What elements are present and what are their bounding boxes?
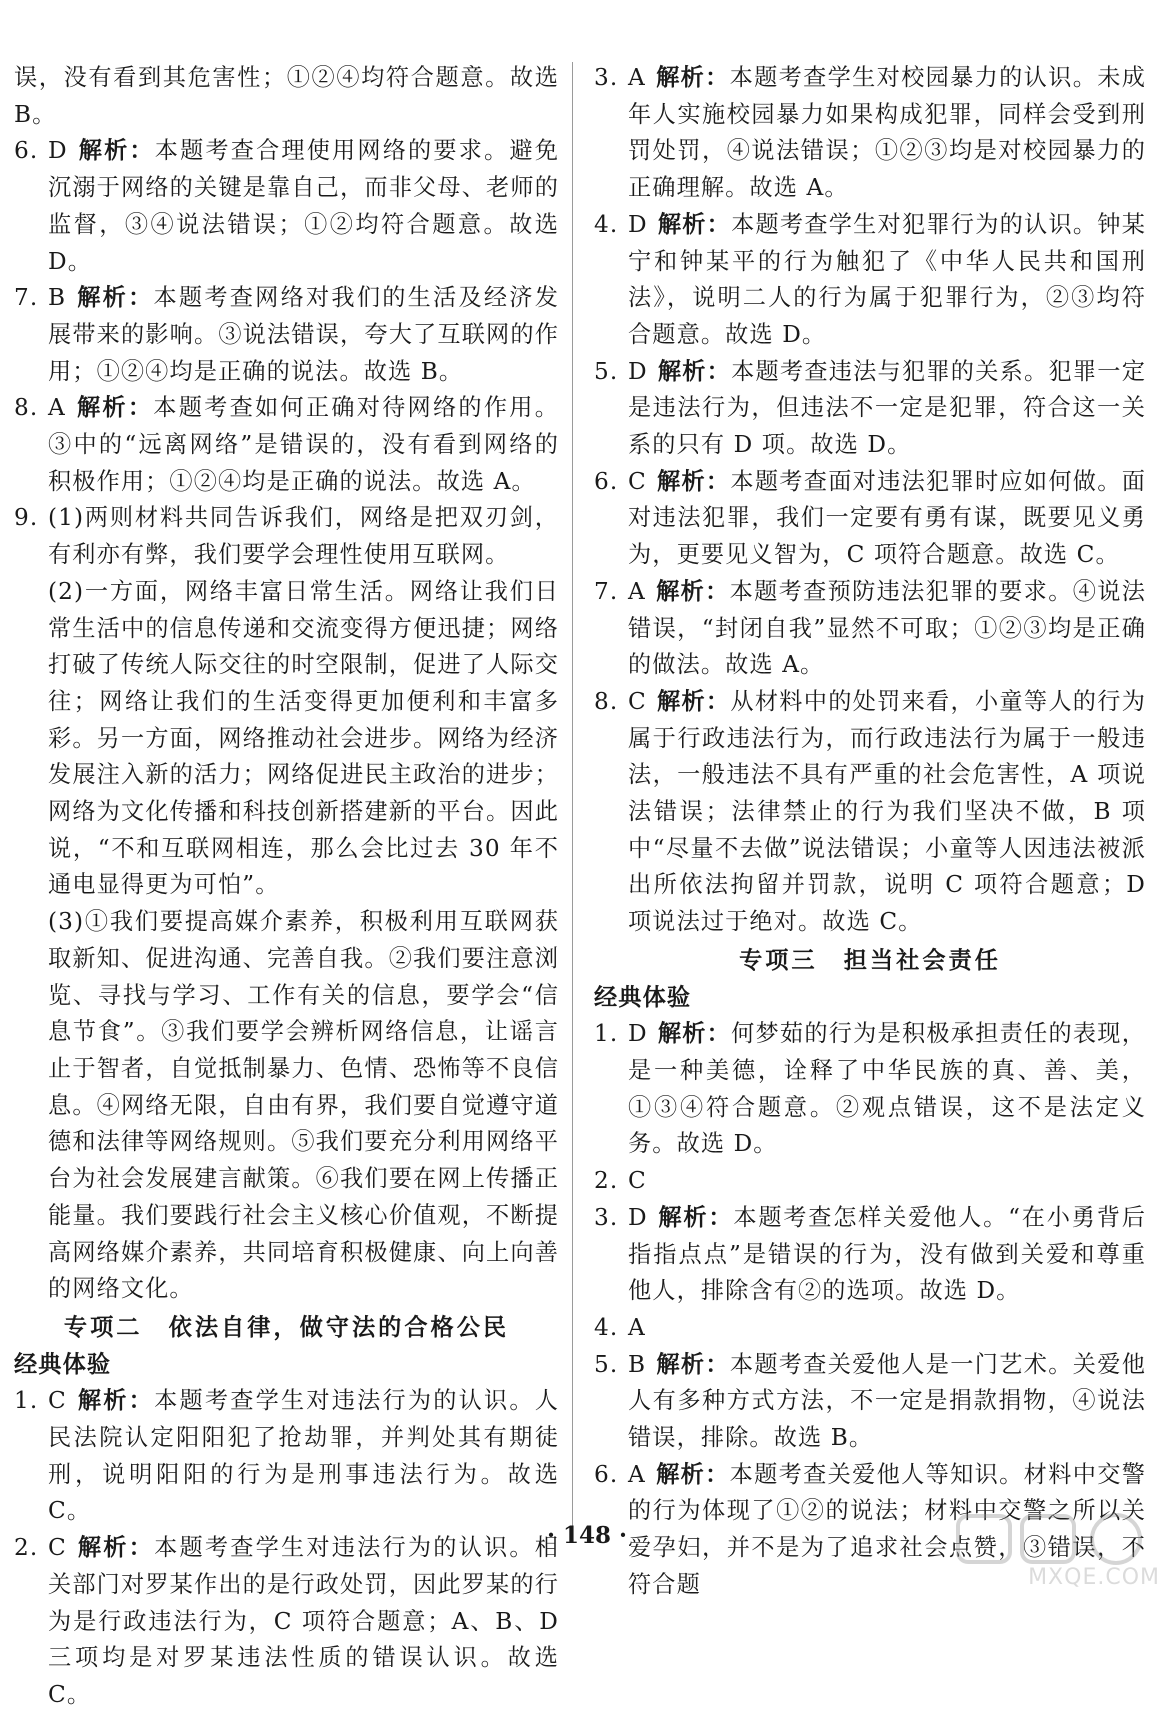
answer-letter: C	[48, 1534, 67, 1562]
answer-letter: D	[628, 1203, 648, 1231]
analysis-text: 本题考查学生对校园暴力的认识。未成年人实施校园暴力如果构成犯罪，同样会受到刑罚处罚，④说法错误；①②③均是对校园暴力的正确理解。故选 A。	[628, 64, 1146, 202]
analysis-text: 本题考查学生对犯罪行为的认识。钟某宁和钟某平的行为触犯了《中华人民共和国刑法》，说明二人的行为属于犯罪行为，②③均符合题意。故选 D。	[628, 210, 1146, 348]
right-answer-list	[594, 60, 1146, 941]
analysis-label: 解析：	[657, 1203, 734, 1231]
analysis-label: 解析：	[76, 284, 154, 312]
answer-item	[594, 1310, 1146, 1347]
left-answer-list	[14, 133, 559, 500]
answer-item	[594, 1016, 1146, 1163]
answer-item	[594, 207, 1146, 354]
analysis-label: 解析：	[657, 210, 732, 238]
analysis-text: 本题考查学生对违法行为的认识。人民法院认定阳阳犯了抢劫罪，并判处其有期徒刑，说明阳阳的行为是刑事违法行为。故选 C。	[48, 1387, 559, 1525]
analysis-text: 本题考查学生对违法行为的认识。相关部门对罗某作出的是行政处罚，因此罗某的行为是行政违法行为，C 项符合题意；A、B、D 三项均是对罗某违法性质的错误认识。故选 C。	[48, 1534, 559, 1708]
item-number: 5.	[594, 1350, 619, 1378]
item-number: 7.	[14, 284, 39, 312]
item-number: 6.	[14, 137, 39, 165]
answer-item	[594, 354, 1146, 464]
answer-item	[594, 574, 1146, 684]
item-number: 8.	[594, 687, 619, 715]
item-number: 6.	[594, 467, 619, 495]
answer-item	[14, 1383, 559, 1530]
analysis-label: 解析：	[656, 1350, 730, 1378]
analysis-label: 解析：	[76, 1387, 155, 1415]
analysis-text: 本题考查怎样关爱他人。“在小勇背后指指点点”是错误的行为，没有做到关爱和尊重他人，排除含有②的选项。故选 D。	[628, 1203, 1146, 1305]
item-number: 8.	[14, 394, 39, 422]
watermark-logo	[950, 1508, 1160, 1592]
q9-part-2: (2)一方面，网络丰富日常生活。网络让我们日常生活中的信息传递和交流变得方便迅捷；网络打破了传统人际交往的时空限制，促进了人际交往；网络让我们的生活变得更加便利和丰富多彩。另一方面，网络推动社会进步。网络为经济发展注入新的活力；网络促进民主政治的进步；网络为文化传播和科技创新搭建新的平台。因此说，“不和互联网相连，那么会比过去 30 年不通电显得更为可怕”。	[48, 577, 559, 899]
item-number: 1.	[14, 1387, 39, 1415]
analysis-text: 本题考查网络对我们的生活及经济发展带来的影响。③说法错误，夸大了互联网的作用；①②④均是正确的说法。故选 B。	[48, 284, 559, 385]
answer-letter: C	[628, 687, 647, 715]
answer-letter: D	[48, 137, 68, 165]
analysis-label: 解析：	[655, 577, 730, 605]
answer-letter: C	[48, 1387, 67, 1415]
continued-text: 误，没有看到其危害性；①②④均符合题意。故选 B。	[14, 64, 559, 128]
q9-part-3: (3)①我们要提高媒介素养，积极利用互联网获取新知、促进沟通、完善自我。②我们要注意浏览、寻找与学习、工作有关的信息，要学会“信息节食”。③我们要学会辨析网络信息，让谣言止于智者，自觉抵制暴力、色情、恐怖等不良信息。④网络无限，自由有界，我们要自觉遵守道德和法律等网络规则。⑤我们要充分利用网络平台为社会发展建言献策。⑥我们要在网上传播正能量。我们要践行社会主义核心价值观，不断提高网络媒介素养，共同培育积极健康、向上向善的网络文化。	[48, 908, 559, 1303]
answer-item	[14, 390, 559, 500]
answer-item-9	[14, 500, 559, 573]
analysis-label: 解析：	[656, 467, 731, 495]
analysis-label: 解析：	[657, 357, 732, 385]
item-number: 2.	[594, 1167, 619, 1195]
q9-part-1: (1)两则材料共同告诉我们，网络是把双刃剑，有利亦有弊，我们要学会理性使用互联网。	[48, 504, 559, 569]
analysis-text: 本题考查合理使用网络的要求。避免沉溺于网络的关键是靠自己，而非父母、老师的监督，③④说法错误；①②均符合题意。故选 D。	[48, 137, 559, 275]
answer-letter: B	[48, 284, 67, 312]
watermark-text: MXQE.COM	[1028, 1565, 1160, 1590]
answer-letter: A	[628, 1313, 646, 1341]
item-number: 6.	[594, 1460, 619, 1488]
analysis-label: 解析：	[655, 1460, 730, 1488]
analysis-label: 解析：	[656, 687, 731, 715]
item-number: 4.	[594, 1313, 619, 1341]
section-three-subtitle: 经典体验	[594, 983, 692, 1011]
answer-item	[594, 1347, 1146, 1457]
answer-item	[594, 60, 1146, 207]
analysis-label: 解析：	[76, 1534, 155, 1562]
analysis-text: 本题考查违法与犯罪的关系。犯罪一定是违法行为，但违法不一定是犯罪，符合这一关系的只有 D 项。故选 D。	[628, 357, 1146, 459]
answer-letter: D	[628, 210, 648, 238]
left-column	[14, 60, 559, 1714]
answer-letter: A	[48, 394, 66, 422]
item-number: 3.	[594, 64, 619, 91]
column-divider	[572, 62, 573, 1527]
watermark-seal-icon	[950, 1508, 1160, 1568]
analysis-text: 本题考查关爱他人等知识。材料中交警的行为体现了①②的说法；材料中交警之所以关爱孕妇，并不是为了追求社会点赞，③错误，不符合题	[628, 1460, 1146, 1598]
answer-item	[594, 464, 1146, 574]
answer-item	[594, 1163, 1146, 1200]
analysis-text: 本题考查预防违法犯罪的要求。④说法错误，“封闭自我”显然不可取；①②③均是正确的做法。故选 A。	[628, 577, 1146, 679]
analysis-label: 解析：	[655, 64, 730, 91]
answer-letter: A	[628, 1460, 646, 1488]
answer-item	[594, 684, 1146, 941]
answer-item	[14, 133, 559, 280]
answer-letter: C	[628, 1167, 647, 1195]
answer-item	[14, 280, 559, 390]
answer-item	[594, 1200, 1146, 1310]
analysis-text: 何梦茹的行为是积极承担责任的表现，是一种美德，诠释了中华民族的真、善、美，①③④符合题意。②观点错误，这不是法定义务。故选 D。	[628, 1020, 1146, 1158]
item-number: 1.	[594, 1020, 619, 1048]
section-two-subtitle: 经典体验	[14, 1350, 112, 1378]
answer-letter: A	[628, 577, 646, 605]
item-number: 9.	[14, 504, 39, 532]
analysis-text: 本题考查如何正确对待网络的作用。③中的“远离网络”是错误的，没有看到网络的积极作用；①②④均是正确的说法。故选 A。	[48, 394, 559, 495]
item-number: 7.	[594, 577, 619, 605]
answer-letter: C	[628, 467, 647, 495]
right-column	[594, 60, 1146, 1604]
analysis-label: 解析：	[77, 137, 155, 165]
item-number: 4.	[594, 210, 619, 238]
section-three-title: 专项三 担当社会责任	[739, 946, 1001, 974]
page-number: · 148 ·	[546, 1522, 628, 1549]
item-number: 3.	[594, 1203, 619, 1231]
analysis-label: 解析：	[75, 394, 154, 422]
analysis-label: 解析：	[657, 1020, 732, 1048]
item-number: 5.	[594, 357, 619, 385]
answer-item	[14, 1530, 559, 1714]
analysis-text: 从材料中的处罚来看，小童等人的行为属于行政违法行为，而行政违法行为属于一般违法，一般违法不具有严重的社会危害性，A 项说法错误；法律禁止的行为我们坚决不做，B 项中“尽量不去做”说法错误；小童等人因违法被派出所依法拘留并罚款，说明 C 项符合题意；D 项说法过于绝对。故选 C。	[628, 687, 1146, 936]
item-number: 2.	[14, 1534, 39, 1562]
analysis-text: 本题考查关爱他人是一门艺术。关爱他人有多种方式方法，不一定是捐款捐物，④说法错误，排除。故选 B。	[628, 1350, 1146, 1452]
answer-letter: D	[628, 1020, 648, 1048]
analysis-text: 本题考查面对违法犯罪时应如何做。面对违法犯罪，我们一定要有勇有谋，既要见义勇为，更要见义智为，C 项符合题意。故选 C。	[628, 467, 1146, 569]
answer-letter: B	[628, 1350, 647, 1378]
answer-letter: D	[628, 357, 648, 385]
section-two-title: 专项二 依法自律，做守法的合格公民	[63, 1313, 510, 1341]
answer-letter: A	[628, 64, 646, 91]
